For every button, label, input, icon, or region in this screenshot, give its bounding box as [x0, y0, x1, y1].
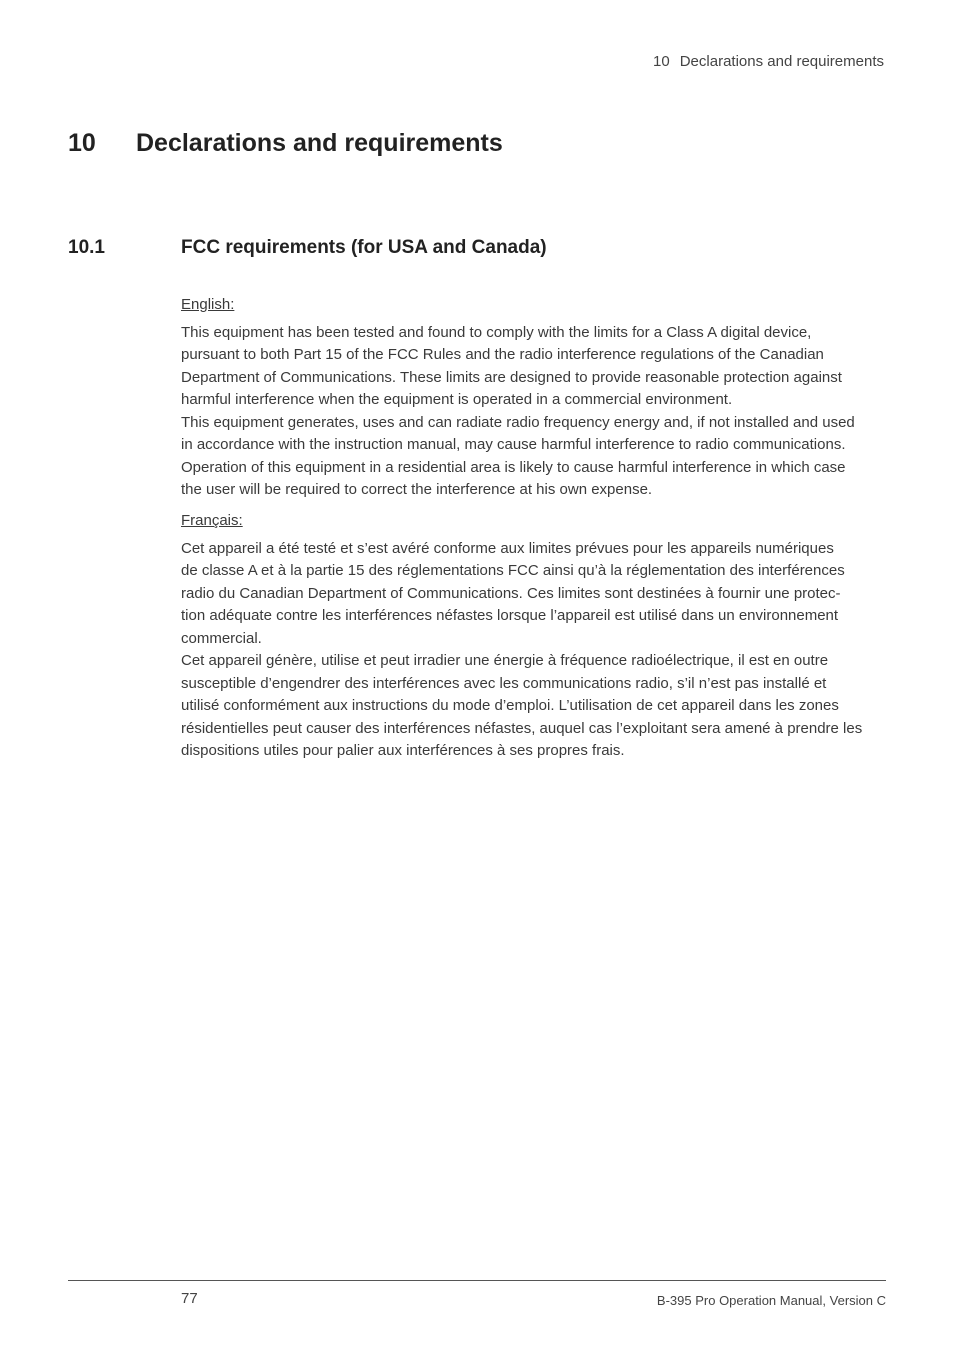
french-section [181, 510, 891, 763]
running-header [653, 53, 884, 70]
text-line: Operation of this equipment in a residential area is likely to cause harmful interference in which case [181, 458, 846, 476]
section-number: 10.1 [68, 237, 105, 258]
text-line: This equipment has been tested and found to comply with the limits for a Class A digital device, [181, 323, 812, 341]
text-line: dispositions utiles pour palier aux interférences à ses propres frais. [181, 742, 625, 759]
text-line: the user will be required to correct the interference at his own expense. [181, 481, 653, 498]
english-label: English: [181, 296, 235, 313]
text-line: commercial. [181, 629, 262, 647]
text-line: in accordance with the instruction manual, may cause harmful interference to radio communications. [181, 436, 846, 453]
text-line: susceptible d’engendrer des interférences avec les communications radio, s’il n’est pas installé et [181, 674, 827, 692]
footer-manual-title: B-395 Pro Operation Manual, Version C [656, 1293, 886, 1308]
text-line: This equipment generates, uses and can radiate radio frequency energy and, if not installed and used [181, 413, 855, 431]
text-line: Cet appareil a été testé et s’est avéré conforme aux limites prévues pour les appareils numériques [181, 539, 834, 557]
text-line: harmful interference when the equipment is operated in a commercial environment. [181, 391, 733, 408]
section-title: FCC requirements (for USA and Canada) [181, 237, 547, 258]
page-number: 77 [181, 1290, 198, 1307]
footer-divider [68, 1280, 886, 1281]
chapter-title: Declarations and requirements [136, 129, 503, 157]
running-header-chapter-title: Declarations and requirements [679, 53, 884, 70]
text-line: pursuant to both Part 15 of the FCC Rules and the radio interference regulations of the Canadian [181, 346, 824, 363]
french-paragraph-2 [181, 650, 891, 763]
section-heading [68, 237, 547, 259]
french-paragraph-1 [181, 538, 891, 651]
text-line: résidentielles peut causer des interférences néfastes, auquel cas l’exploitant sera amené à prendre les [181, 719, 863, 737]
chapter-heading [68, 129, 503, 158]
text-line: de classe A et à la partie 15 des réglementations FCC ainsi qu’à la réglementation des interférences [181, 562, 845, 579]
english-paragraph-1 [181, 322, 891, 412]
english-section [181, 294, 891, 502]
chapter-number: 10 [68, 129, 96, 157]
text-line: utilisé conformément aux instructions du mode d’emploi. L’utilisation de cet appareil dans les zones [181, 697, 839, 714]
french-label: Français: [181, 512, 243, 529]
text-line: tion adéquate contre les interférences néfastes lorsque l’appareil est utilisé dans un environnement [181, 607, 839, 624]
text-line: radio du Canadian Department of Communications. Ces limites sont destinées à fournir une protec- [181, 584, 841, 602]
running-header-chapter-number: 10 [653, 53, 670, 70]
text-line: Cet appareil génère, utilise et peut irradier une énergie à fréquence radioélectrique, il est en outre [181, 652, 829, 669]
text-line: Department of Communications. These limits are designed to provide reasonable protection against [181, 368, 842, 386]
english-paragraph-2 [181, 412, 891, 502]
